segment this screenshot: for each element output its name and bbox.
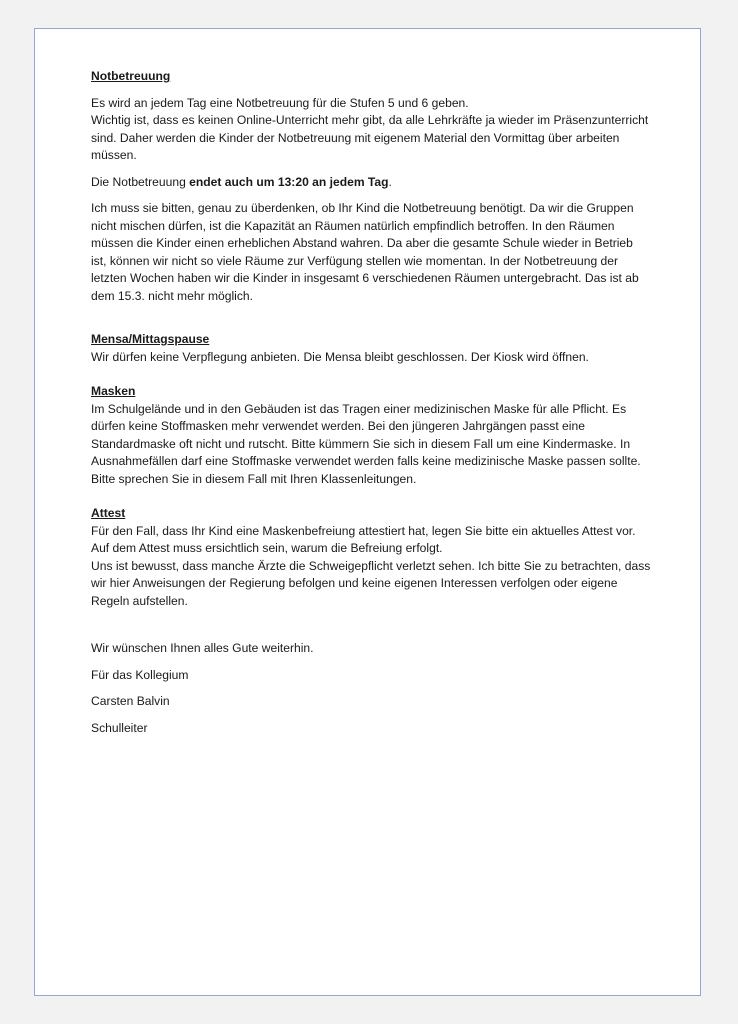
attest-text-2: Uns ist bewusst, dass manche Ärzte die Schweigepflicht verletzt sehen. Ich bitte Sie zu betrachten, dass wir hier Anweisungen der Regierung befolgen und keine eigenen Interessen verfolgen oder eigene Regeln aufstellen. [91, 558, 651, 608]
signatory-name: Carsten Balvin [91, 694, 170, 708]
notbetreuung-paragraph-2 [91, 174, 651, 192]
notbetreuung-line-rest: Wichtig ist, dass es keinen Online-Unterricht mehr gibt, da alle Lehrkräfte ja wieder im Präsenzunterricht sind. Daher werden die Kinder der Notbetreuung mit eigenem Material den Vormittag über arbeiten müssen. [91, 113, 649, 162]
notbetreuung-line-1: Es wird an jedem Tag eine Notbetreuung für die Stufen 5 und 6 geben. [91, 95, 469, 110]
attest-text-1: Für den Fall, dass Ihr Kind eine Maskenbefreiung attestiert hat, legen Sie bitte ein aktuelles Attest vor. Auf dem Attest muss ersichtlich sein, warum die Befreiung erfolgt. [91, 523, 636, 555]
notbetreuung-paragraph-1 [91, 95, 651, 165]
signatory-role: Schulleiter [91, 720, 148, 735]
closing-wish: Wir wünschen Ihnen alles Gute weiterhin. [91, 641, 314, 655]
notbetreuung-p2-suffix: . [388, 174, 392, 189]
document-page [34, 28, 701, 996]
closing-for: Für das Kollegium [91, 667, 189, 682]
mensa-text: Wir dürfen keine Verpflegung anbieten. Die Mensa bleibt geschlossen. Der Kiosk wird öffnen. [91, 349, 589, 364]
notbetreuung-p2-prefix: Die Notbetreuung [91, 174, 190, 189]
notbetreuung-p2-bold: endet auch um 13:20 an jedem Tag [189, 174, 389, 189]
notbetreuung-paragraph-3: Ich muss sie bitten, genau zu überdenken, ob Ihr Kind die Notbetreuung benötigt. Da wir die Gruppen nicht mischen dürfen, ist die Kapazität an Räumen natürlich empfindlich betroffen. In den Räumen müssen die Kinder einen erheblichen Abstand wahren. Da aber die gesamte Schule wieder in Betrieb ist, können wir nicht so viele Räume zur Verfügung stellen wie momentan. In der Notbetreuung der letzten Wochen haben wir die Kinder in insgesamt 6 verschiedenen Räumen untergebracht. Das ist ab dem 15.3. nicht mehr möglich. [91, 201, 639, 303]
masken-text: Im Schulgelände und in den Gebäuden ist das Tragen einer medizinischen Maske für alle Pflicht. Es dürfen keine Stoffmasken mehr verwendet werden. Bei den jüngeren Jahrgängen passt eine Standardmaske oft nicht und rutscht. Bitte kümmern Sie sich in diesem Fall um eine Kindermaske. In Ausnahmefällen darf eine Stoffmaske verwendet werden falls keine medizinische Maske passen sollte. Bitte sprechen Sie in diesem Fall mit Ihren Klassenleitungen. [91, 401, 641, 486]
section-heading-mensa: Mensa/Mittagspause [91, 332, 210, 346]
letter-body [91, 68, 651, 737]
section-heading-notbetreuung: Notbetreuung [91, 69, 171, 83]
section-heading-masken: Masken [91, 384, 136, 398]
section-heading-attest: Attest [91, 506, 126, 520]
